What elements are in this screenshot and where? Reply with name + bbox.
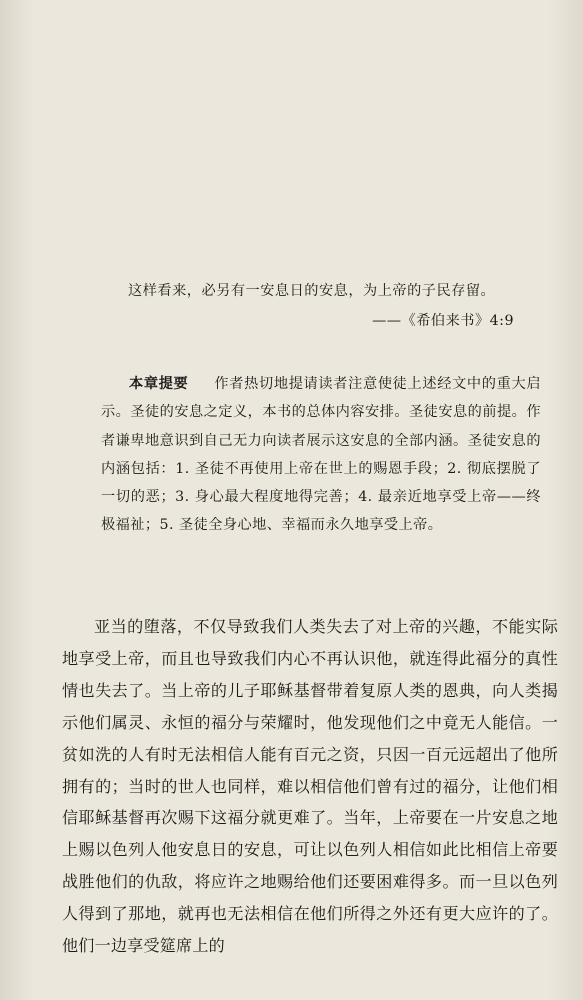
epigraph-quote: 这样看来，必另有一安息日的安息，为上帝的子民存留。 — [128, 283, 496, 299]
chapter-summary — [101, 370, 541, 540]
body-paragraph: 亚当的堕落，不仅导致我们人类失去了对上帝的兴趣，不能实际地享受上帝，而且也导致我们内心不再认识他，就连得此福分的真性情也失去了。当上帝的儿子耶稣基督带着复原人类的恩典，向人类揭示他们属灵、永恒的福分与荣耀时，他发现他们之中竟无人能信。一贫如洗的人有时无法相信人能有百元之资，只因一百元远超出了他所拥有的；当时的世人也同样，难以相信他们曾有过的福分，让他们相信耶稣基督再次赐下这福分就更难了。当年，上帝要在一片安息之地上赐以色列人他安息日的安息，可让以色列人相信如此比相信上帝要战胜他们的仇敌，将应许之地赐给他们还要困难得多。而一旦以色列人得到了那地，就再也无法相信在他们所得之外还有更大应许的了。他们一边享受筵席上的 — [62, 617, 558, 956]
body-text — [62, 611, 558, 962]
epigraph-source: ——《希伯来书》4:9 — [372, 313, 514, 329]
chapter-summary-label: 本章提要 — [129, 376, 189, 392]
epigraph — [128, 276, 548, 336]
chapter-summary-text: 作者热切地提请读者注意使徒上述经文中的重大启示。圣徒的安息之定义，本书的总体内容安排。圣徒安息的前提。作者谦卑地意识到自己无力向读者展示这安息的全部内涵。圣徒安息的内涵包括：1. 圣徒不再使用上帝在世上的赐恩手段；2. 彻底摆脱了一切的恶；3. 身心最大程度地得完善；4. 最亲近地享受上帝——终极福祉；5. 圣徒全身心地、幸福而永久地享受上帝。 — [101, 376, 541, 534]
